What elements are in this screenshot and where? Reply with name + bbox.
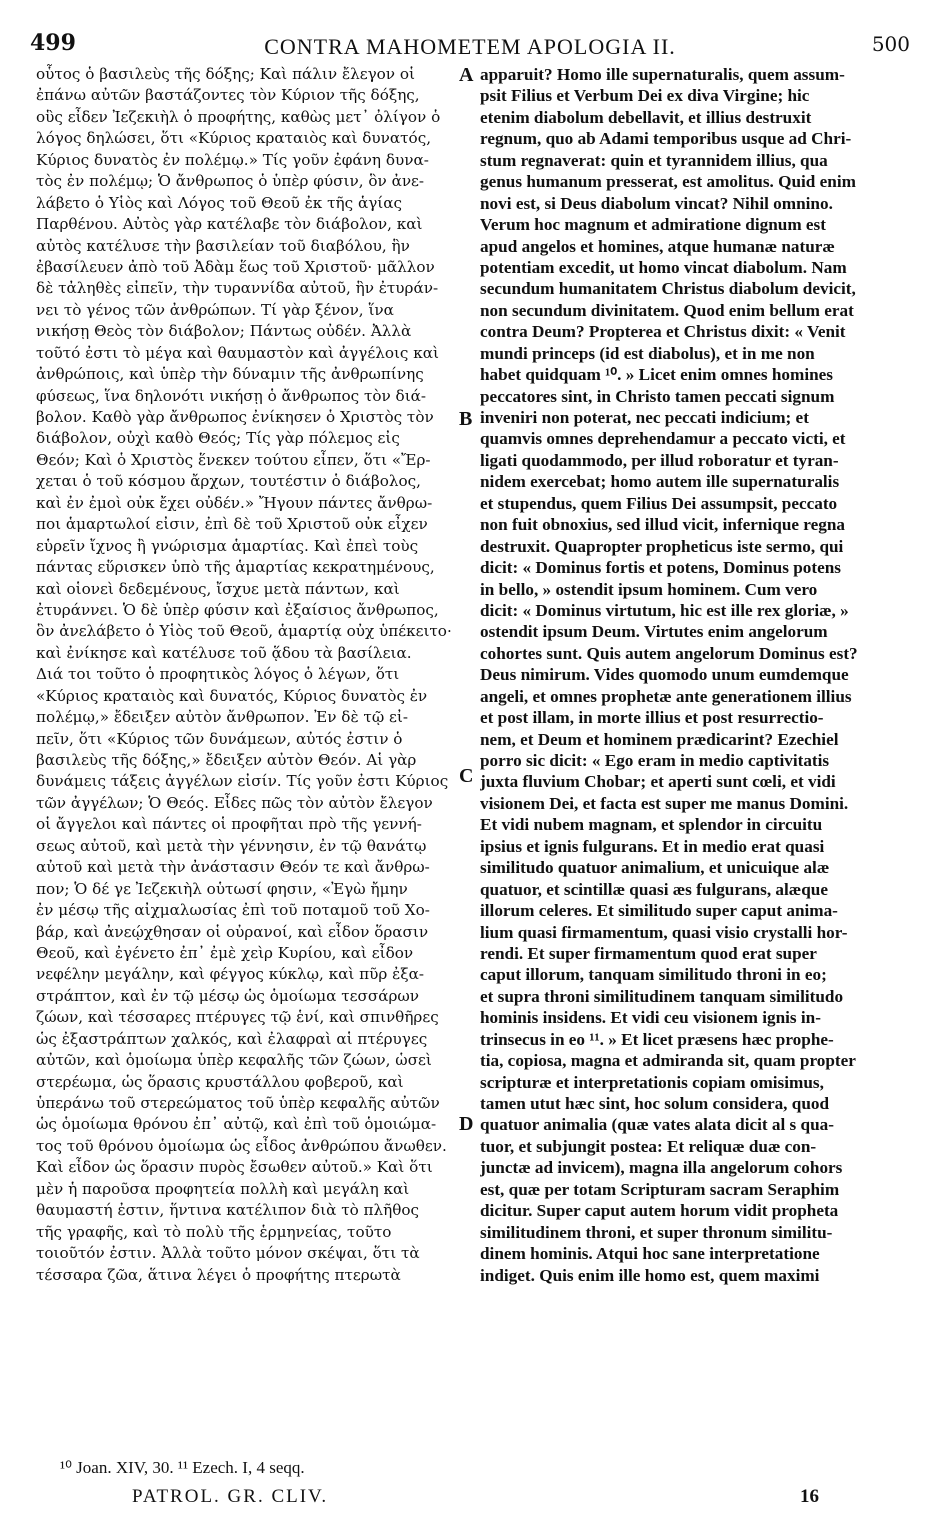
latin-line: etenim diabolum debellavit, et illius destruxit (480, 107, 812, 127)
greek-line: νικήσῃ Θεὸς τὸν διάβολον; Πάντως οὐδέν. Ἀλλὰ (36, 322, 412, 341)
greek-line: βασιλεὺς τῆς δόξης,» ἔδειξεν αὐτὸν Θεόν. Αἱ γὰρ (36, 751, 417, 769)
latin-line: secundum humanitatem Christus diabolum devicit, (480, 279, 856, 299)
greek-line: Θεοῦ, καὶ ἐγένετο ἐπ᾽ ἐμὲ χεὶρ Κυρίου, καὶ εἶδον (36, 943, 414, 962)
latin-line: apud angelos et homines, atque humanæ naturæ (480, 236, 835, 256)
greek-line: τῶν ἀγγέλων; Ὁ Θεός. Εἶδες πῶς τὸν αὐτὸν ἔλεγον (36, 793, 433, 812)
greek-line: δὲ τἀληθὲς εἰπεῖν, τὴν τυραννίδα αὐτοῦ, ἣν ἐτυράν- (36, 279, 439, 298)
greek-line: στερέωμα, ὡς ὅρασις κρυστάλλου φοβεροῦ, καὶ (36, 1072, 404, 1091)
greek-line: ὡς ἐξαστράπτων χαλκός, καὶ ἐλαφραὶ αἱ πτέρυγες (36, 1029, 428, 1048)
greek-line: νεφέλην μεγάλην, καὶ φέγγος κύκλῳ, καὶ πῦρ ἐξα- (36, 965, 425, 984)
latin-line: scripturæ et interpretationis copiam omisimus, (480, 1072, 824, 1092)
greek-line: ἐτυράννει. Ὁ δὲ ὑπὲρ φύσιν καὶ ἐξαίσιος ἄνθρωπος, (36, 600, 439, 619)
greek-line: οὗτος ὁ βασιλεὺς τῆς δόξης; Καὶ πάλιν ἔλεγον οἱ (36, 65, 415, 83)
greek-line: ποι ἁμαρτωλοί εἰσιν, ἐπὶ δὲ τοῦ Χριστοῦ οὐκ εἶχεν (36, 515, 428, 534)
latin-line: dinem hominis. Atqui hoc sane interpretatione (480, 1244, 820, 1264)
latin-line: contra Deum? Propterea et Christus dixit: « Venit (480, 322, 846, 342)
footnotes: ¹⁰ Joan. XIV, 30. ¹¹ Ezech. I, 4 seqq. (60, 1458, 305, 1477)
latin-line: regnum, quo ab Adami temporibus usque ad Chri- (480, 129, 852, 149)
latin-line: stum regnaverat: quin et tyrannidem illius, qua (480, 150, 828, 170)
latin-line: mundi princeps (id est diabolus), et in me non (480, 343, 815, 363)
latin-line: ipsius et ignis fulgurans. Et in medio erat quasi (480, 836, 825, 856)
greek-line: ἀνθρώποις, καὶ ὑπὲρ τὴν δύναμιν τῆς ἀνθρωπίνης (36, 365, 424, 384)
latin-line: ostendit ipsum Deum. Virtutes enim angelorum (480, 622, 828, 642)
latin-line: nem, et Deum et hominem prædicarint? Ezechiel (480, 729, 839, 749)
latin-line: rendi. Et super firmamentum quod erat super (480, 943, 817, 963)
greek-line: διάβολον, οὐχὶ καθὸ Θεός; Τίς γὰρ πόλεμος εἰς (36, 429, 400, 448)
running-header (30, 30, 910, 60)
margin-marker-c: C (459, 765, 474, 787)
latin-line: tia, copiosa, magna et admiranda sit, quam propter (480, 1051, 856, 1071)
greek-line: θαυμαστή ἐστιν, ἥντινα κατέλιπον διὰ τὸ πλῆθος (36, 1201, 420, 1220)
latin-line: tuor, et subjungit postea: Et reliquæ duæ con- (480, 1136, 817, 1156)
latin-line: ligati quodammodo, per illud roboratur et tyran- (480, 450, 839, 470)
latin-line: lium quasi firmamentum, quasi visio crystalli hor- (480, 922, 848, 942)
greek-line: ἐβασίλευεν ἀπὸ τοῦ Ἀδὰμ ἕως τοῦ Χριστοῦ· μᾶλλον (36, 257, 435, 276)
latin-line: et post illam, in morte illius et post resurrectio- (480, 708, 824, 728)
latin-line: apparuit? Homo ille supernaturalis, quem assum- (480, 65, 845, 84)
latin-line: similitudo quatuor animalium, et unicuique alæ (480, 858, 830, 878)
right-page-number: 500 (871, 32, 910, 56)
greek-line: δυνάμεις τάξεις ἀγγέλων εἰσίν. Τίς γοῦν ἐστι Κύριος (36, 772, 449, 791)
patrol-signature: PATROL. GR. CLIV. (132, 1486, 329, 1507)
greek-line: Καὶ εἶδον ὡς ὅρασιν πυρὸς ἔσωθεν αὐτοῦ.» Καὶ ὅτι (36, 1158, 433, 1177)
margin-marker-a: A (459, 64, 474, 86)
latin-line: cohortes sunt. Quis autem angelorum Dominus est? (480, 643, 858, 663)
greek-line: βάρ, καὶ ἀνεῴχθησαν οἱ οὐρανοί, καὶ εἶδον ὅρασιν (36, 922, 429, 941)
latin-line: Et vidi nubem magnam, et splendor in circuitu (480, 815, 823, 835)
latin-line: non secundum divinitatem. Quod enim bellum erat (480, 300, 854, 320)
latin-line: visionem Dei, et facta est super me manus Domini. (480, 793, 849, 813)
greek-line: τος τοῦ θρόνου ὁμοίωμα ὡς εἶδος ἀνθρώπου ἄνωθεν. (36, 1136, 447, 1155)
latin-line: tamen utut hæc sint, hoc solum considera, quod (480, 1094, 830, 1113)
greek-line: πον; Ὁ δέ γε Ἰεζεκιὴλ οὑτωσί φησιν, «Ἐγὼ ἤμην (36, 879, 408, 898)
greek-column (36, 64, 460, 1286)
greek-line: σεως αὐτοῦ, καὶ μετὰ τὴν γέννησιν, ἐν τῷ θανάτῳ (36, 836, 427, 855)
greek-line: καὶ οἱονεὶ δεδεμένους, ἴσχυε μετὰ πάντων, καὶ (36, 579, 400, 598)
greek-line: πεῖν, ὅτι «Κύριος τῶν δυνάμεων, αὐτός ἐστιν ὁ (36, 729, 403, 748)
greek-line: οἱ ἄγγελοι καὶ πάντες οἱ προφῆται πρὸ τῆς γεννή- (36, 815, 422, 834)
latin-line: quamvis omnes deprehendamur a peccato victi, et (480, 429, 846, 449)
greek-line: τέσσαρα ζῶα, ἅτινα λέγει ὁ προφήτης πτερωτὰ (36, 1265, 401, 1284)
latin-line: porro sic dicit: « Ego eram in medio captivitatis (480, 751, 830, 770)
page-title: CONTRA MAHOMETEM APOLOGIA II. (264, 34, 676, 59)
greek-line: λόγος δηλώσει, ὅτι «Κύριος κραταιὸς καὶ δυνατός, (36, 129, 432, 148)
latin-line: potentiam excedit, ut homo vincat diabolum. Nam (480, 257, 847, 277)
latin-line: nidem exercebat; homo autem ille supernaturalis (480, 472, 840, 492)
greek-line: ἐπάνω αὐτῶν βαστάζοντες τὸν Κύριον τῆς δόξης, (36, 86, 420, 105)
greek-line: οὓς εἶδεν Ἰεζεκιὴλ ὁ προφήτης, καθὼς μετ᾽ ὀλίγον ὁ (36, 107, 441, 126)
latin-line: caput illorum, tanquam similitudo throni in eo; (480, 965, 827, 985)
left-page-number: 499 (30, 30, 76, 56)
latin-line: similitudinem throni, et super thronum similitu- (480, 1222, 833, 1242)
greek-line: καὶ ἐνίκησε καὶ κατέλυσε τοῦ ᾅδου τὰ βασίλεια. (36, 643, 412, 662)
greek-line: χεται ὁ τοῦ κόσμου ἄρχων, τουτέστιν ὁ διάβολος, (36, 472, 422, 491)
latin-line: dicit: « Dominus fortis et potens, Dominus potens (480, 558, 841, 578)
latin-line: et stupendus, quem Filius Dei assumpsit, peccato (480, 493, 838, 513)
greek-line: πολέμῳ,» ἔδειξεν αὐτὸν ἄνθρωπον. Ἐν δὲ τῷ εἰ- (36, 708, 408, 727)
greek-line: τοιοῦτόν ἐστιν. Ἀλλὰ τοῦτο μόνον σκέψαι, ὅτι τὰ (36, 1244, 420, 1263)
greek-line: πάντας εὕρισκεν ὑπὸ τῆς ἁμαρτίας κεκρατημένους, (36, 558, 435, 577)
greek-line: ὃν ἀνελάβετο ὁ Υἱὸς τοῦ Θεοῦ, ἁμαρτίᾳ οὐχ ὑπέκειτο· (36, 622, 452, 641)
latin-line: destruxit. Quapropter propheticus iste sermo, qui (480, 536, 844, 556)
latin-line: trinsecus in eo ¹¹. » Et licet præsens hæc prophe- (480, 1029, 834, 1049)
greek-line: στράπτον, καὶ ἐν τῷ μέσῳ ὡς ὁμοίωμα τεσσάρων (36, 986, 420, 1005)
greek-line: βολον. Καθὸ γὰρ ἄνθρωπος ἐνίκησεν ὁ Χριστὸς τὸν (36, 408, 434, 426)
latin-line: psit Filius et Verbum Dei ex diva Virgine; hic (480, 86, 810, 106)
latin-line: dicitur. Super caput autem horum vidit propheta (480, 1201, 839, 1221)
latin-line: non fuit obnoxius, sed illud vicit, infernique regna (480, 515, 845, 535)
latin-line: illorum celeres. Et similitudo super caput anima- (480, 901, 838, 921)
latin-line: juxta fluvium Chobar; et aperti sunt cœli, et vidi (480, 772, 836, 792)
greek-line: Παρθένου. Αὐτὸς γὰρ κατέλαβε τὸν διάβολον, καὶ (36, 215, 423, 234)
greek-line: καὶ ἐν ἐμοὶ οὐκ ἔχει οὐδέν.» Ἤγουν πάντες ἄνθρω- (36, 493, 433, 512)
latin-line: indiget. Quis enim ille homo est, quem maximi (480, 1265, 820, 1285)
greek-line: αὐτοῦ καὶ μετὰ τὴν ἀνάστασιν Θεόν τε καὶ ἄνθρω- (36, 858, 430, 877)
latin-line: angeli, et omnes prophetæ ante generationem illius (480, 686, 852, 706)
greek-line: «Κύριος κραταιὸς καὶ δυνατός, Κύριος δυνατὸς ἐν (36, 686, 428, 705)
latin-line: Deus nimirum. Vides quomodo unum eumdemque (480, 665, 849, 685)
latin-line: est, quæ per totam Scripturam sacram Seraphim (480, 1179, 840, 1199)
greek-line: ὡς ὁμοίωμα θρόνου ἐπ᾽ αὐτῷ, καὶ ἐπὶ τοῦ ὁμοιώμα- (36, 1115, 437, 1134)
latin-column (480, 64, 910, 1286)
greek-line: Κύριος δυνατὸς ἐν πολέμῳ.» Τίς γοῦν ἐφάνη δυνα- (36, 150, 429, 169)
latin-line: in bello, » ostendit ipsum hominem. Cum vero (480, 579, 818, 599)
greek-line: ἐν μέσῳ τῆς αἰχμαλωσίας ἐπὶ τοῦ ποταμοῦ τοῦ Χο- (36, 901, 430, 920)
greek-line: ὑπεράνω τοῦ στερεώματος τοῦ ὑπὲρ κεφαλῆς αὐτῶν (36, 1094, 440, 1112)
margin-marker-b: B (459, 408, 473, 430)
greek-line: εὑρεῖν ἴχνος ἢ γνώρισμα ἁμαρτίας. Καὶ ἐπεὶ τοὺς (36, 536, 419, 555)
greek-line: λάβετο ὁ Υἱὸς καὶ Λόγος τοῦ Θεοῦ ἐκ τῆς ἁγίας (36, 193, 403, 212)
greek-line: φύσεως, ἵνα δηλονότι νικήσῃ ὁ ἄνθρωπος τὸν διά- (36, 386, 427, 405)
greek-line: τοῦτό ἐστι τὸ μέγα καὶ θαυμαστὸν καὶ ἀγγέλοις καὶ (36, 343, 439, 362)
latin-line: genus humanum presserat, est amolitus. Quid enim (480, 172, 856, 192)
greek-line: Διά τοι τοῦτο ὁ προφητικὸς λόγος ὁ λέγων, ὅτι (36, 665, 400, 684)
latin-line: Verum hoc magnum et admiratione dignum est (480, 215, 826, 235)
greek-line: μὲν ἡ παροῦσα προφητεία πολλὴ καὶ μεγάλη καὶ (36, 1179, 410, 1198)
latin-line: et supra throni similitudinem tanquam similitudo (480, 986, 844, 1006)
margin-marker-d: D (459, 1113, 474, 1135)
latin-line: quatuor, et scintillæ quasi æs fulgurans, alæque (480, 879, 828, 899)
latin-line: dicit: « Dominus virtutum, hic est ille rex gloriæ, » (480, 600, 849, 620)
greek-line: Θεόν; Καὶ ὁ Χριστὸς ἕνεκεν τούτου εἶπεν, ὅτι «Ἔρ- (36, 450, 431, 469)
latin-line: junctæ ad invicem), magna illa angelorum cohors (480, 1158, 843, 1178)
greek-line: ζώων, καὶ τέσσαρες πτέρυγες τῷ ἑνί, καὶ σπινθῆρες (36, 1008, 439, 1027)
latin-line: hominis insidens. Et vidi ceu visionem ignis in- (480, 1008, 821, 1028)
greek-line: αὐτῶν, καὶ ὁμοίωμα ὑπὲρ κεφαλῆς τῶν ζώων, ὡσεὶ (36, 1051, 432, 1070)
latin-line: habet quidquam ¹⁰. » Licet enim omnes homines (480, 365, 833, 385)
latin-line: inveniri non poterat, nec peccati indicium; et (480, 408, 809, 427)
greek-line: νει τὸ γένος τῶν ἀνθρώπων. Τί γὰρ ξένον, ἵνα (36, 300, 394, 319)
greek-line: τὸς ἐν πολέμῳ; Ὁ ἄνθρωπος ὁ ὑπὲρ φύσιν, ὃν ἀνε- (36, 172, 425, 191)
latin-line: peccatores sint, in Christo tamen peccati signum (480, 386, 835, 406)
latin-line: novi est, si Deus diabolum vincat? Nihil omnino. (480, 193, 833, 213)
greek-line: αὐτὸς κατέλυσε τὴν βασιλείαν τοῦ διαβόλου, ἣν (36, 236, 410, 255)
latin-line: quatuor animalia (quæ vates alata dicit al s qua- (480, 1115, 834, 1135)
sheet-signature: 16 (800, 1486, 819, 1507)
greek-line: τῆς γραφῆς, καὶ τὸ πολὺ τῆς ἑρμηνείας, τοῦτο (36, 1222, 392, 1241)
